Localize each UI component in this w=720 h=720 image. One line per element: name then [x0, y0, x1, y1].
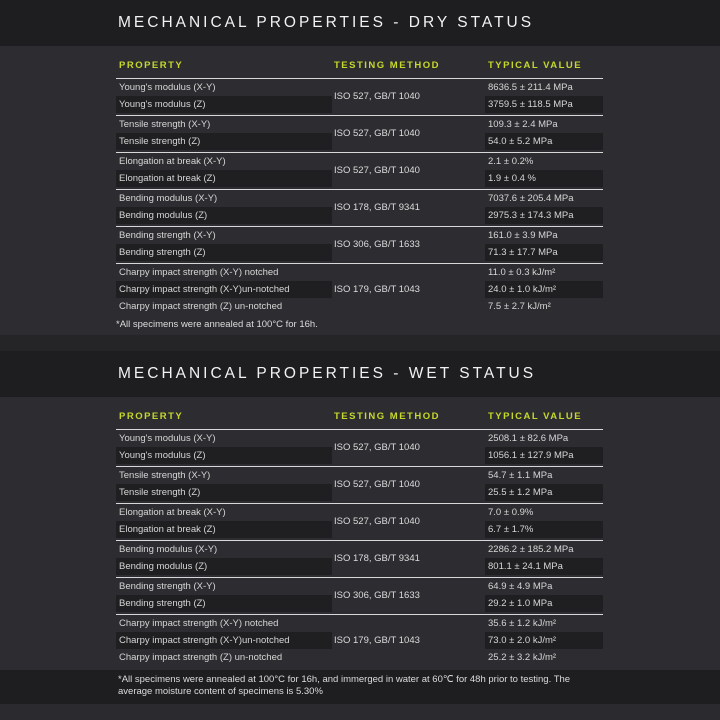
- wet-footnote: [0, 670, 720, 704]
- property-names: [116, 116, 332, 150]
- property-names: [116, 190, 332, 224]
- wet-table: [0, 397, 720, 670]
- property-names: [116, 467, 332, 501]
- property-names: [116, 578, 332, 612]
- typical-value: 1056.1 ± 127.9 MPa: [485, 447, 603, 464]
- typical-value: 2508.1 ± 82.6 MPa: [488, 433, 569, 444]
- property-group: [116, 577, 603, 612]
- column-header-property: PROPERTY: [119, 410, 184, 422]
- typical-value: 8636.5 ± 211.4 MPa: [488, 82, 573, 93]
- typical-value: 54.7 ± 1.1 MPa: [488, 470, 553, 481]
- typical-value: 2.1 ± 0.2%: [488, 156, 534, 167]
- typical-values: [485, 264, 603, 315]
- typical-value: 35.6 ± 1.2 kJ/m²: [488, 618, 557, 629]
- dry-section-title: MECHANICAL PROPERTIES - DRY STATUS: [118, 14, 535, 31]
- typical-values: [485, 79, 603, 113]
- wet-rows: [116, 429, 720, 666]
- typical-value: 25.5 ± 1.2 MPa: [485, 484, 603, 501]
- dry-section-header: [0, 0, 720, 46]
- typical-value: 73.0 ± 2.0 kJ/m²: [485, 632, 603, 649]
- column-header-testing-method: TESTING METHOD: [334, 410, 440, 422]
- property-group: [116, 152, 603, 187]
- property-names: [116, 264, 332, 315]
- typical-value: 29.2 ± 1.0 MPa: [485, 595, 603, 612]
- testing-method: ISO 527, GB/T 1040: [334, 441, 420, 453]
- testing-method: ISO 527, GB/T 1040: [334, 515, 420, 527]
- property-names: [116, 615, 332, 666]
- dry-footnote: *All specimens were annealed at 100°C for 16h.: [116, 319, 318, 330]
- dry-rows: [116, 78, 720, 315]
- property-name: Bending strength (Z): [116, 595, 332, 612]
- testing-method: ISO 306, GB/T 1633: [334, 238, 420, 250]
- typical-value: 2975.3 ± 174.3 MPa: [485, 207, 603, 224]
- section-gap: [0, 335, 720, 351]
- property-names: [116, 227, 332, 261]
- typical-value: 6.7 ± 1.7%: [485, 521, 603, 538]
- property-name: Tensile strength (X-Y): [119, 119, 211, 130]
- testing-method: ISO 527, GB/T 1040: [334, 90, 420, 102]
- testing-method: ISO 306, GB/T 1633: [334, 589, 420, 601]
- typical-values: [485, 153, 603, 187]
- property-name: Elongation at break (Z): [116, 521, 332, 538]
- typical-values: [485, 541, 603, 575]
- typical-value: 11.0 ± 0.3 kJ/m²: [488, 267, 556, 278]
- property-name: Charpy impact strength (X-Y) notched: [119, 267, 279, 278]
- property-name: Charpy impact strength (Z) un-notched: [119, 301, 283, 312]
- typical-values: [485, 578, 603, 612]
- typical-value: 24.0 ± 1.0 kJ/m²: [485, 281, 603, 298]
- property-name: Young's modulus (X-Y): [119, 82, 216, 93]
- property-name: Bending strength (X-Y): [119, 581, 216, 592]
- wet-footnote-line-2: average moisture content of specimens is 5.30%: [118, 686, 323, 697]
- property-name: Charpy impact strength (X-Y)un-notched: [116, 281, 332, 298]
- property-name: Elongation at break (X-Y): [119, 156, 226, 167]
- typical-value: 54.0 ± 5.2 MPa: [485, 133, 603, 150]
- property-name: Bending modulus (Z): [116, 207, 332, 224]
- typical-value: 25.2 ± 3.2 kJ/m²: [488, 652, 557, 663]
- typical-value: 2286.2 ± 185.2 MPa: [488, 544, 574, 555]
- typical-value: 3759.5 ± 118.5 MPa: [485, 96, 603, 113]
- testing-method: ISO 179, GB/T 1043: [334, 635, 420, 646]
- property-name: Young's modulus (Z): [116, 96, 332, 113]
- property-group: [116, 540, 603, 575]
- typical-value: 64.9 ± 4.9 MPa: [488, 581, 553, 592]
- property-group: [116, 614, 603, 666]
- column-header-property: PROPERTY: [119, 59, 184, 71]
- property-names: [116, 504, 332, 538]
- property-name: Tensile strength (X-Y): [119, 470, 211, 481]
- property-group: [116, 189, 603, 224]
- testing-method: ISO 178, GB/T 9341: [334, 552, 420, 564]
- typical-value: 7037.6 ± 205.4 MPa: [488, 193, 574, 204]
- wet-section-header: [0, 351, 720, 397]
- typical-values: [485, 190, 603, 224]
- testing-method: ISO 527, GB/T 1040: [334, 127, 420, 139]
- property-name: Bending strength (Z): [116, 244, 332, 261]
- typical-values: [485, 467, 603, 501]
- property-group: [116, 115, 603, 150]
- typical-value: 1.9 ± 0.4 %: [485, 170, 603, 187]
- property-group: [116, 429, 603, 464]
- column-header-typical-value: TYPICAL VALUE: [488, 410, 583, 422]
- property-group: [116, 78, 603, 113]
- column-header-typical-value: TYPICAL VALUE: [488, 59, 583, 71]
- wet-footnote-line-1: *All specimens were annealed at 100°C for 16h, and immerged in water at 60℃ for 48h prior to testing. The: [118, 674, 571, 685]
- wet-column-headers: [116, 403, 720, 429]
- property-name: Bending modulus (Z): [116, 558, 332, 575]
- typical-value: 7.5 ± 2.7 kJ/m²: [488, 301, 551, 312]
- typical-values: [485, 430, 603, 464]
- typical-values: [485, 227, 603, 261]
- property-name: Bending strength (X-Y): [119, 230, 216, 241]
- testing-method: ISO 178, GB/T 9341: [334, 201, 420, 213]
- typical-value: 71.3 ± 17.7 MPa: [485, 244, 603, 261]
- typical-values: [485, 116, 603, 150]
- property-name: Young's modulus (X-Y): [119, 433, 216, 444]
- property-name: Tensile strength (Z): [116, 484, 332, 501]
- testing-method: ISO 179, GB/T 1043: [334, 284, 420, 295]
- property-name: Charpy impact strength (X-Y)un-notched: [116, 632, 332, 649]
- property-names: [116, 430, 332, 464]
- typical-value: 7.0 ± 0.9%: [488, 507, 534, 518]
- property-names: [116, 153, 332, 187]
- property-name: Elongation at break (Z): [116, 170, 332, 187]
- typical-value: 161.0 ± 3.9 MPa: [488, 230, 558, 241]
- property-name: Bending modulus (X-Y): [119, 544, 218, 555]
- property-group: [116, 263, 603, 315]
- property-group: [116, 466, 603, 501]
- column-header-testing-method: TESTING METHOD: [334, 59, 440, 71]
- dry-column-headers: [116, 52, 720, 78]
- property-name: Charpy impact strength (Z) un-notched: [119, 652, 283, 663]
- property-name: Bending modulus (X-Y): [119, 193, 218, 204]
- testing-method: ISO 527, GB/T 1040: [334, 478, 420, 490]
- property-group: [116, 503, 603, 538]
- property-name: Charpy impact strength (X-Y) notched: [119, 618, 279, 629]
- wet-section-title: MECHANICAL PROPERTIES - WET STATUS: [118, 365, 537, 382]
- property-name: Young's modulus (Z): [116, 447, 332, 464]
- property-group: [116, 226, 603, 261]
- testing-method: ISO 527, GB/T 1040: [334, 164, 420, 176]
- dry-table: [0, 46, 720, 335]
- property-names: [116, 541, 332, 575]
- typical-values: [485, 615, 603, 666]
- property-name: Tensile strength (Z): [116, 133, 332, 150]
- typical-values: [485, 504, 603, 538]
- typical-value: 801.1 ± 24.1 MPa: [485, 558, 603, 575]
- property-name: Elongation at break (X-Y): [119, 507, 226, 518]
- property-names: [116, 79, 332, 113]
- typical-value: 109.3 ± 2.4 MPa: [488, 119, 558, 130]
